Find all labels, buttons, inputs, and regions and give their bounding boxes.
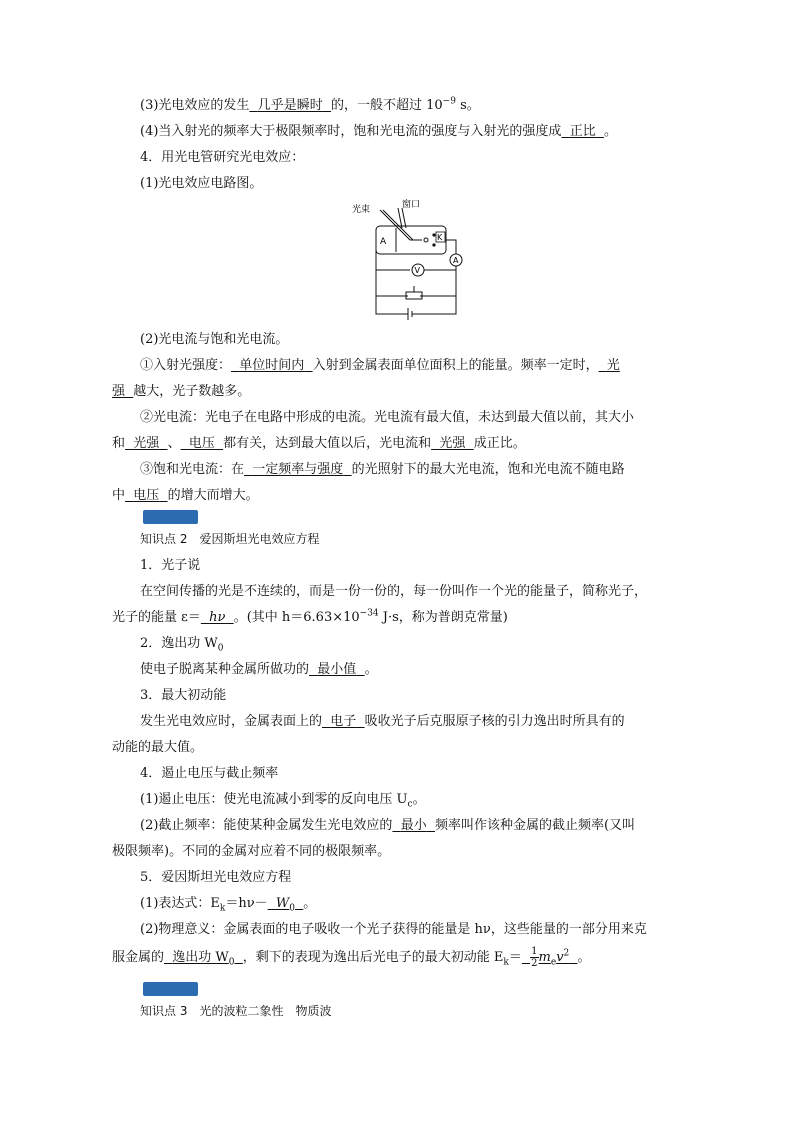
beam-label: 光束 — [352, 205, 371, 215]
section-badge — [143, 982, 198, 996]
window-label: 窗口 — [402, 200, 421, 210]
text-line: 发生光电效应时，金属表面上的 电子 吸收光子后克服原子核的引力逸出时所具有的 — [140, 714, 625, 729]
text-line: (3)光电效应的发生 几乎是瞬时 的，一般不超过 $10^{-9}$ s。 — [140, 96, 480, 113]
section-heading: 4．用光电管研究光电效应： — [140, 150, 305, 165]
text-line: (2)截止频率：能使某种金属发生光电效应的 最小 频率叫作该种金属的截止频率(又叫 — [140, 818, 636, 833]
section-heading: 5．爱因斯坦光电效应方程 — [140, 870, 292, 885]
text-line: ③饱和光电流：在 一定频率与强度 的光照射下的最大光电流，饱和光电流不随电路 — [140, 462, 625, 477]
section-heading: 1．光子说 — [140, 558, 201, 573]
text-line: ①入射光强度： 单位时间内 入射到金属表面单位面积上的能量。频率一定时， 光 — [140, 358, 620, 373]
text-line: 强 越大，光子数越多。 — [112, 384, 251, 399]
text-line: 使电子脱离某种金属所做功的 最小值 。 — [140, 662, 378, 677]
section-badge — [143, 510, 198, 524]
knowledge-point-title: 知识点 2 爱因斯坦光电效应方程 — [140, 532, 320, 546]
text-line: 在空间传播的光是不连续的，而是一份一份的，每一份叫作一个光的能量子，简称光子， — [140, 584, 648, 599]
knowledge-point-title: 知识点 3 光的波粒二象性 物质波 — [140, 1004, 332, 1018]
voltmeter-label: V — [414, 266, 420, 275]
section-heading: 2．逸出功 $W_0$ — [140, 636, 224, 654]
text-line: 服金属的 逸出功 $W_0$ ，剩下的表现为逸出后光电子的最大初动能 $E_k=$ $\frac{1}{2}$ $m_ev^2$ 。 — [112, 946, 591, 969]
text-line: (1)表达式：$E_k=h\nu- W_0$ 。 — [140, 896, 317, 914]
text-line: 中 电压 的增大而增大。 — [112, 488, 259, 503]
section-heading: 3．最大初动能 — [140, 688, 227, 703]
text-line: (1)光电效应电路图。 — [140, 176, 263, 191]
text-line: (4)当入射光的频率大于极限频率时，饱和光电流的强度与入射光的强度成 正比 。 — [140, 124, 617, 139]
text-line: 动能的最大值。 — [112, 740, 204, 755]
text-line: 光子的能量 ε＝ hν 。(其中 $h=6.63\times 10^{-34}$ J·s，称为普朗克常量) — [112, 608, 508, 625]
text-line: ②光电流：光电子在电路中形成的电流。光电流有最大值，未达到最大值以前，其大小 — [140, 410, 635, 425]
ammeter-label: A — [453, 256, 459, 265]
text-line: 和 光强 、 电压 都有关，达到最大值以后，光电流和 光强 成正比。 — [112, 436, 526, 451]
text-line: (1)遏止电压：使光电流减小到零的反向电压 $U_c$。 — [140, 792, 426, 810]
section-heading: 4．遏止电压与截止频率 — [140, 766, 279, 781]
text-line: (2)光电流与饱和光电流。 — [140, 332, 289, 347]
text-line: 极限频率)。不同的金属对应着不同的极限频率。 — [112, 844, 391, 859]
text-line: (2)物理意义：金属表面的电子吸收一个光子获得的能量是 hν，这些能量的一部分用来克 — [140, 922, 647, 937]
fraction: $\frac{1}{2}$ — [531, 946, 538, 969]
anode-label: A — [380, 237, 387, 247]
cathode-label: K — [437, 233, 443, 242]
photoelectric-circuit-diagram — [350, 198, 470, 322]
